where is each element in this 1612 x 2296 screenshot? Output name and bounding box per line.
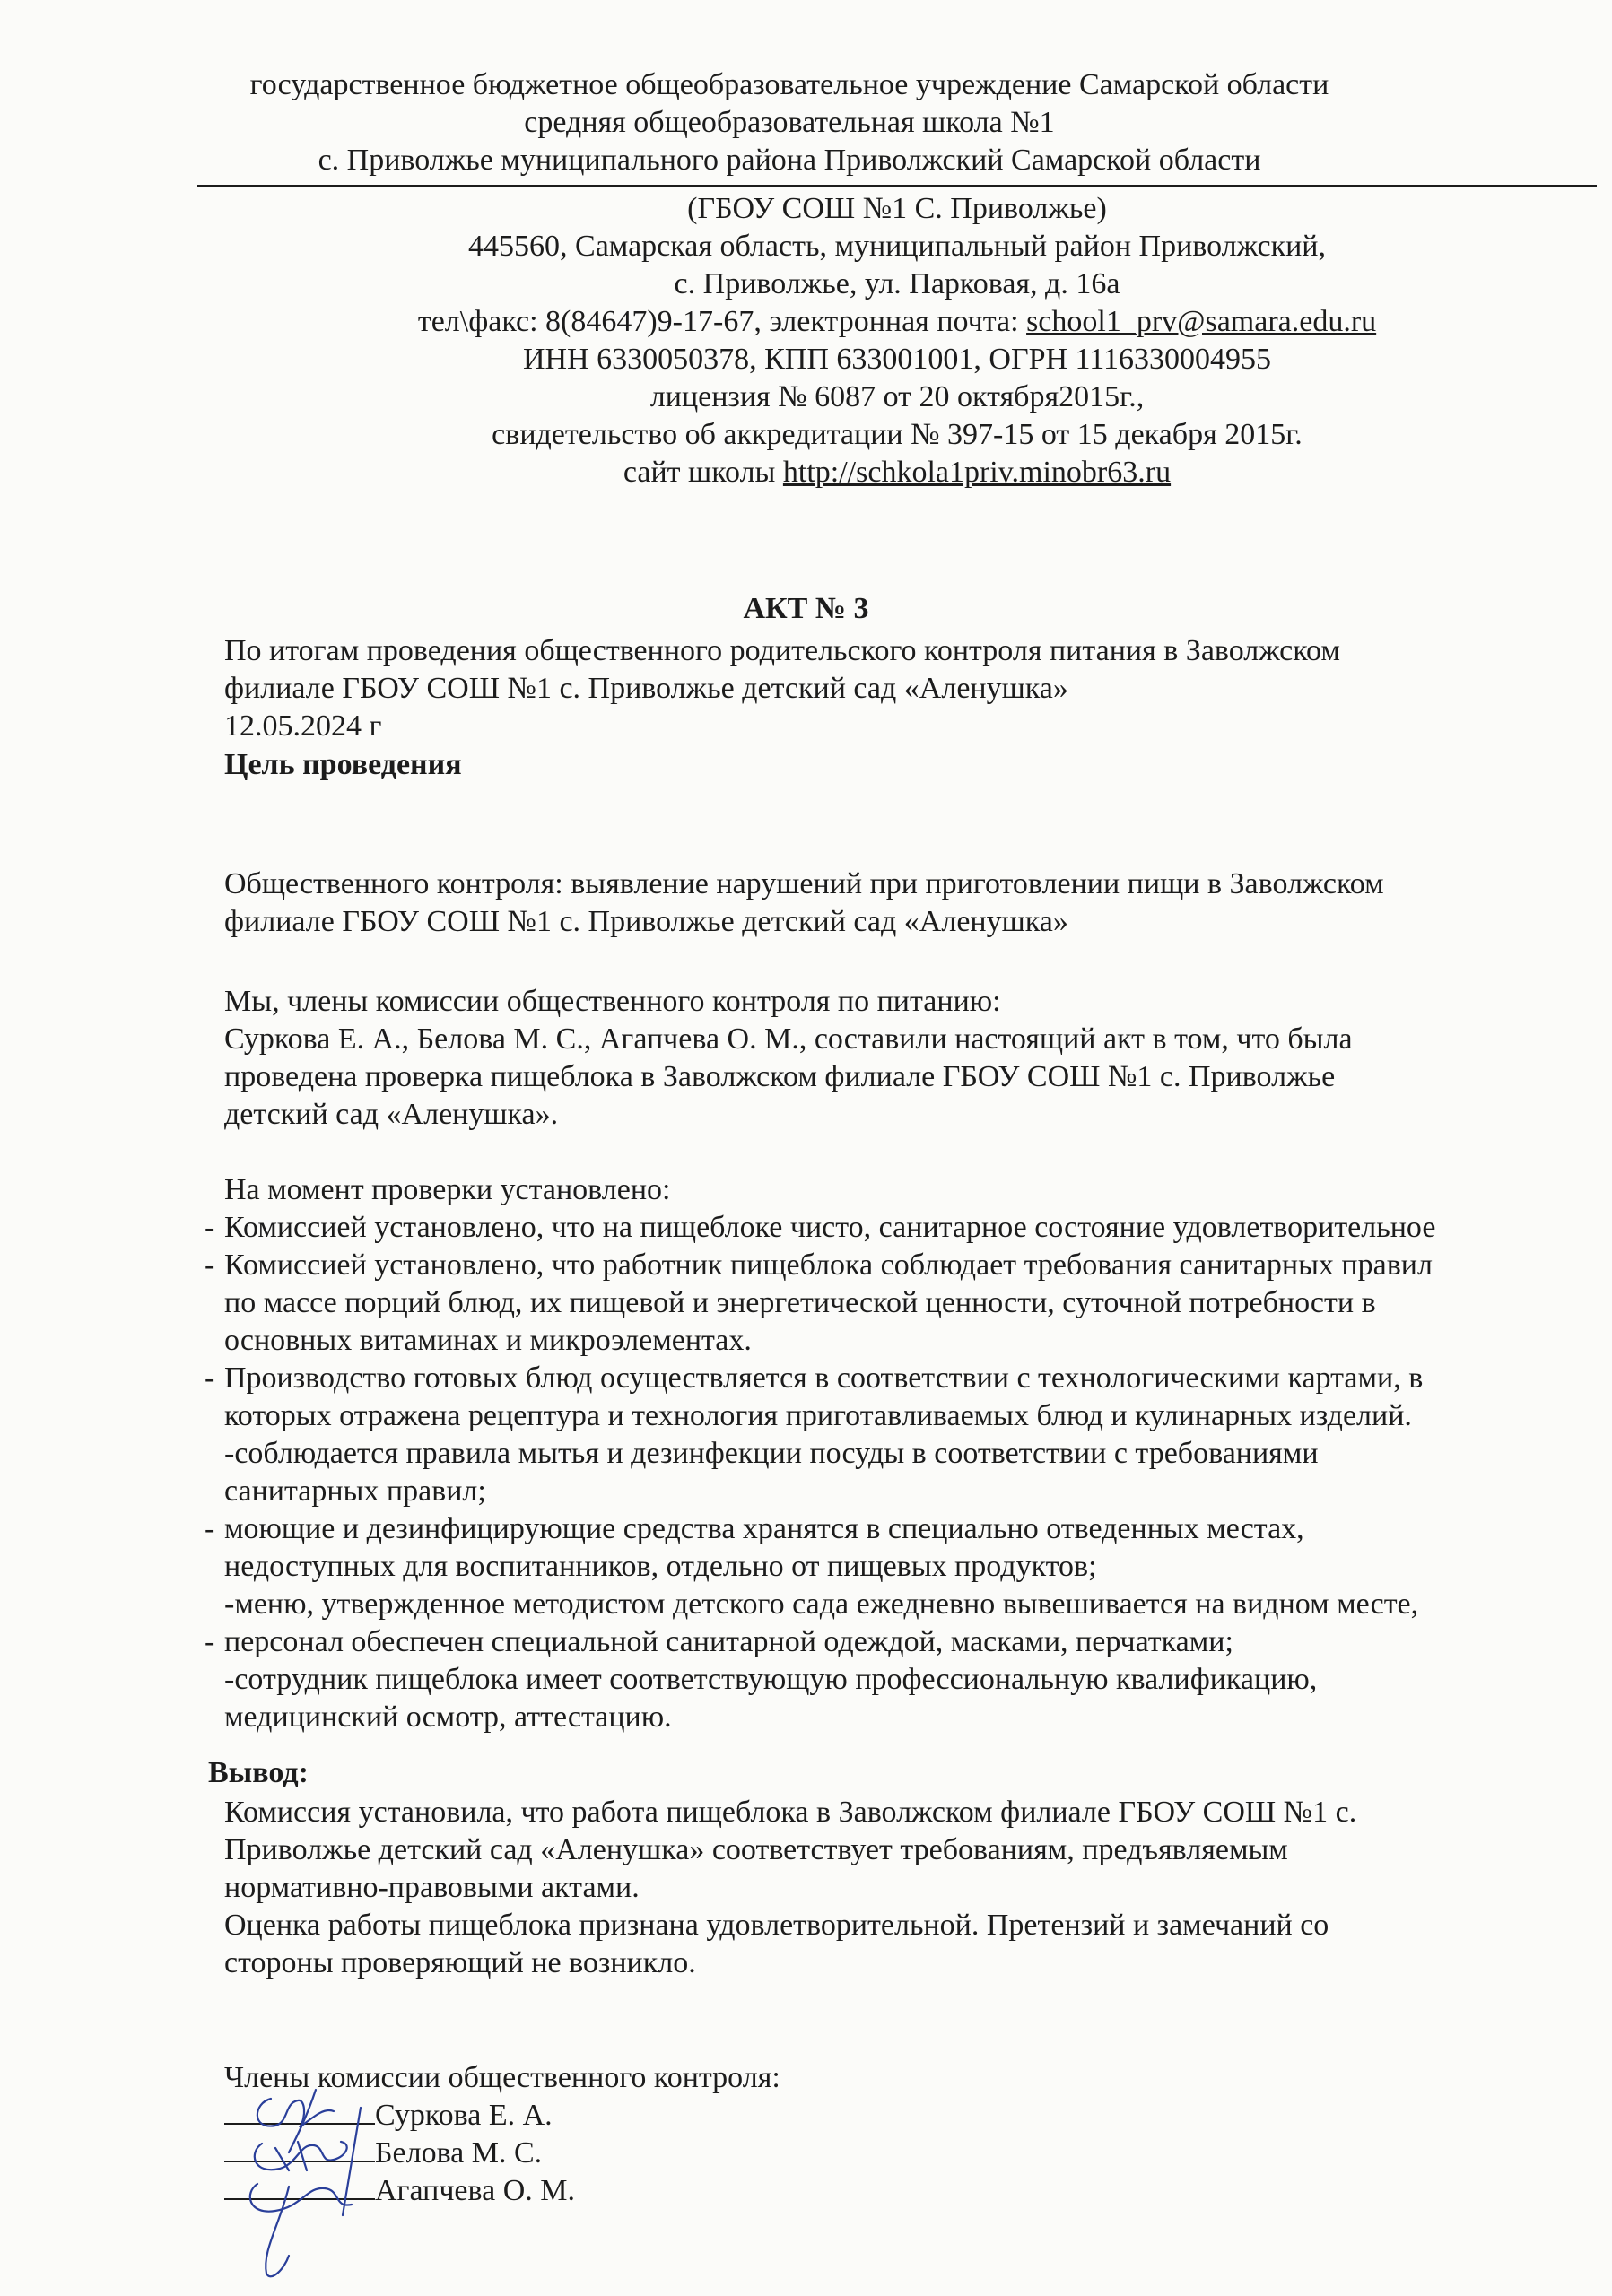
letterhead-divider — [197, 185, 1597, 187]
purpose-paragraph — [224, 865, 1384, 941]
conclusion-paragraph — [224, 1794, 1356, 1982]
finding-line: -меню, утвержденное методистом детского сада ежедневно вывешивается на видном месте, — [224, 1587, 1419, 1621]
site-line — [215, 454, 1579, 491]
intro-line-2: филиале ГБОУ СОШ №1 с. Приволжье детский сад «Аленушка» — [224, 672, 1068, 705]
signatures-heading: Члены комиссии общественного контроля: — [224, 2061, 780, 2094]
findings-list — [205, 1209, 1435, 1736]
finding-line: - Производство готовых блюд осуществляется в соответствии с технологическими картами, в — [205, 1360, 1435, 1397]
registration-ids: ИНН 6330050378, КПП 633001001, ОГРН 1116330004955 — [522, 343, 1272, 376]
contacts-line — [215, 303, 1579, 341]
site-text: сайт школы — [623, 456, 783, 489]
finding-line: - моющие и дезинфицирующие средства хранятся в специально отведенных местах, — [205, 1510, 1435, 1548]
letterhead-details — [215, 190, 1579, 491]
finding-line: недоступных для воспитанников, отдельно от пищевых продуктов; — [224, 1550, 1097, 1583]
signatory-name: Агапчева О. М. — [375, 2174, 576, 2207]
purpose-line-1: Общественного контроля: выявление нарушений при приготовлении пищи в Заволжском — [224, 867, 1384, 900]
letterhead-top — [197, 66, 1381, 179]
members-line-3: проведена проверка пищеблока в Заволжском филиале ГБОУ СОШ №1 с. Приволжье — [224, 1060, 1336, 1093]
org-name-line-3: с. Приволжье муниципального района Приволжский Самарской области — [318, 144, 1261, 177]
finding-line: санитарных правил; — [224, 1474, 486, 1508]
accreditation-line: свидетельство об аккредитации № 397-15 от 15 декабря 2015г. — [492, 418, 1303, 451]
org-name-line-1: государственное бюджетное общеобразовательное учреждение Самарской области — [249, 68, 1329, 101]
finding-line: - Комиссией установлено, что на пищеблоке чисто, санитарное состояние удовлетворительное — [205, 1209, 1435, 1247]
org-abbreviation: (ГБОУ СОШ №1 С. Приволжье) — [687, 192, 1107, 225]
act-title: АКТ № 3 — [743, 592, 869, 625]
finding-line: -сотрудник пищеблока имеет соответствующую профессиональную квалификацию, — [224, 1663, 1318, 1696]
conclusion-heading: Вывод: — [208, 1756, 309, 1789]
members-paragraph — [224, 983, 1353, 1134]
conclusion-line-5: стороны проверяющий не возникло. — [224, 1946, 696, 1979]
conclusion-line-3: нормативно-правовыми актами. — [224, 1871, 640, 1904]
act-intro — [224, 632, 1340, 745]
purpose-line-2: филиале ГБОУ СОШ №1 с. Приволжье детский сад «Аленушка» — [224, 905, 1068, 938]
handwritten-signatures — [235, 2081, 405, 2287]
conclusion-line-1: Комиссия установила, что работа пищеблока в Заволжском филиале ГБОУ СОШ №1 с. — [224, 1796, 1357, 1829]
address-line-2: с. Приволжье, ул. Парковая, д. 16а — [674, 267, 1120, 300]
finding-line: - Комиссией установлено, что работник пищеблока соблюдает требования санитарных правил — [205, 1247, 1435, 1284]
finding-line: основных витаминах и микроэлементах. — [224, 1324, 752, 1357]
finding-line: медицинский осмотр, аттестацию. — [224, 1700, 672, 1734]
findings-heading: На момент проверки установлено: — [224, 1173, 671, 1206]
act-date: 12.05.2024 г — [224, 709, 382, 743]
members-line-1: Мы, члены комиссии общественного контроля по питанию: — [224, 985, 1001, 1018]
contacts-text: тел\факс: 8(84647)9-17-67, электронная почта: — [417, 305, 1027, 338]
signatory-name: Белова М. С. — [375, 2136, 543, 2170]
finding-line: которых отражена рецептура и технология приготавливаемых блюд и кулинарных изделий. — [224, 1399, 1412, 1432]
members-line-4: детский сад «Аленушка». — [224, 1098, 559, 1131]
site-link[interactable]: http://schkola1priv.minobr63.ru — [782, 456, 1172, 489]
conclusion-line-4: Оценка работы пищеблока признана удовлетворительной. Претензий и замечаний со — [224, 1909, 1329, 1942]
signatory-name: Суркова Е. А. — [375, 2099, 553, 2132]
conclusion-line-2: Приволжье детский сад «Аленушка» соответствует требованиям, предъявляемым — [224, 1833, 1288, 1866]
members-line-2: Суркова Е. А., Белова М. С., Агапчева О. М., составили настоящий акт в том, что была — [224, 1022, 1353, 1056]
license-line: лицензия № 6087 от 20 октября2015г., — [649, 380, 1145, 413]
goal-heading: Цель проведения — [224, 748, 462, 781]
org-name-line-2: средняя общеобразовательная школа №1 — [524, 106, 1055, 139]
address-line-1: 445560, Самарская область, муниципальный район Приволжский, — [468, 230, 1326, 263]
finding-line: по массе порций блюд, их пищевой и энергетической ценности, суточной потребности в — [224, 1286, 1376, 1319]
email-link[interactable]: school1_prv@samara.edu.ru — [1026, 305, 1377, 338]
finding-line: - персонал обеспечен специальной санитарной одеждой, масками, перчатками; — [205, 1623, 1435, 1661]
intro-line-1: По итогам проведения общественного родительского контроля питания в Заволжском — [224, 634, 1340, 667]
finding-line: -соблюдается правила мытья и дезинфекции посуды в соответствии с требованиями — [224, 1437, 1319, 1470]
